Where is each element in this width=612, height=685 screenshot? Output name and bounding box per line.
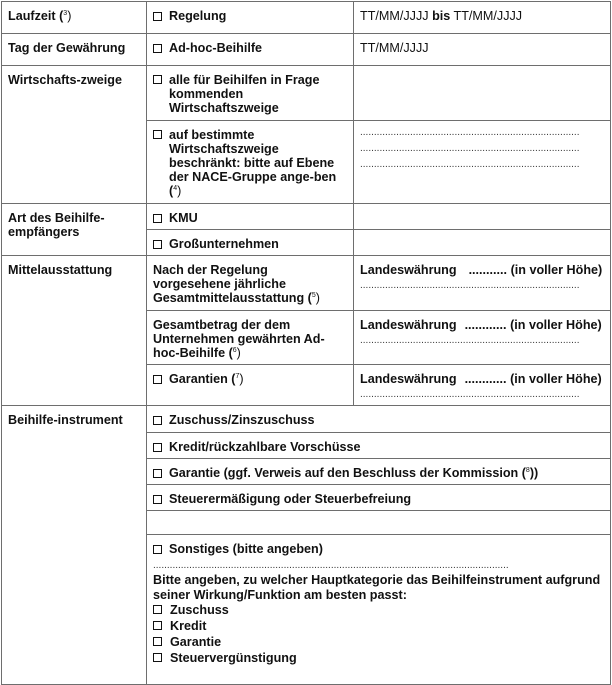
checkbox-zuschuss-zinszuschuss[interactable] [153, 416, 162, 425]
dotted-line[interactable]: ............................................................................... [360, 126, 580, 138]
option-steuerermaessigung[interactable]: Steuerermäßigung oder Steuerbefreiung [147, 485, 611, 511]
checkbox-bestimmte-wirtschaftszweige[interactable] [153, 130, 162, 139]
mittel-item-adhoc: Gesamtbetrag der dem Unternehmen gewährten Ad-hoc-Beihilfe ($^6$) [147, 310, 354, 365]
amount-garantien[interactable]: Landeswährung ............ (in voller Höhe) ............................................................................... [354, 365, 611, 406]
option-kredit-vorschuesse[interactable]: Kredit/rückzahlbare Vorschüsse [147, 432, 611, 458]
footnote-7: 7 [235, 373, 240, 381]
option-alle-wirtschaftszweige[interactable]: alle für Beihilfen in Frage kommenden Wirtschaftszweige [147, 66, 354, 121]
row-mittel-regelung [2, 256, 611, 311]
footnote-3: 3 [63, 10, 68, 17]
date-gewaehrung[interactable]: TT/MM/JJJJ [354, 34, 611, 66]
amount-adhoc[interactable]: Landeswährung ............ (in voller Höhe) ............................................................................... [354, 310, 611, 365]
checkbox-kategorie-garantie[interactable] [153, 637, 162, 646]
checkbox-alle-wirtschaftszweige[interactable] [153, 75, 162, 84]
amount-field[interactable]: ............ [464, 317, 507, 332]
label-laufzeit: Laufzeit ($^3$) [2, 2, 147, 34]
kategorie-kredit[interactable]: Kredit [153, 618, 604, 634]
dotted-line[interactable]: ............................................................................... [360, 389, 580, 401]
checkbox-adhoc[interactable] [153, 44, 162, 53]
option-sonstiges[interactable]: Sonstiges (bitte angeben) [153, 542, 604, 556]
option-kmu[interactable]: KMU [147, 203, 354, 229]
checkbox-kredit-vorschuesse[interactable] [153, 443, 162, 452]
date-to[interactable]: TT/MM/JJJJ [453, 9, 523, 23]
checkbox-kategorie-kredit[interactable] [153, 621, 162, 630]
row-laufzeit [2, 2, 611, 34]
footnote-4: 4 [173, 185, 178, 193]
footnote-6: 6 [232, 347, 237, 355]
kategorie-garantie[interactable]: Garantie [153, 634, 604, 650]
label-empfaenger: Art des Beihilfe-empfängers [2, 203, 147, 255]
mittel-item-jaehrlich: Nach der Regelung vorgesehene jährliche Gesamtmittelausstattung ($^5$) [147, 256, 354, 311]
label-beihilfeinstrument: Beihilfe-instrument [2, 406, 147, 685]
empty-cell [354, 66, 611, 121]
checkbox-regelung[interactable] [153, 12, 162, 21]
label-tag-der-gewaehrung: Tag der Gewährung [2, 34, 147, 66]
dotted-line[interactable]: ............................................................................... [360, 334, 580, 346]
amount-jaehrlich[interactable]: Landeswährung ........... (in voller Höhe) ............................................................................... [354, 256, 611, 311]
label-wirtschaftszweige: Wirtschafts-zweige [2, 66, 147, 204]
option-zuschuss-zinszuschuss[interactable]: Zuschuss/Zinszuschuss [147, 406, 611, 432]
option-regelung[interactable]: Regelung [147, 2, 354, 34]
nace-input[interactable] [354, 120, 611, 203]
checkbox-garantien[interactable] [153, 375, 162, 384]
dotted-line[interactable]: ............................................................................... [360, 142, 580, 154]
kategorie-zuschuss[interactable]: Zuschuss [153, 602, 604, 618]
checkbox-kmu[interactable] [153, 214, 162, 223]
dotted-line[interactable]: ............................................................................... [360, 158, 580, 170]
option-adhoc[interactable]: Ad-hoc-Beihilfe [147, 34, 354, 66]
footnote-5: 5 [311, 292, 316, 300]
option-grossunternehmen[interactable]: Großunternehmen [147, 229, 354, 255]
label-mittelausstattung: Mittelausstattung [2, 256, 147, 406]
sonstiges-dotted-line[interactable]: ................................................................................................................................ [153, 560, 509, 572]
option-garantie[interactable]: Garantie (ggf. Verweis auf den Beschluss der Kommission ($^8$)) [147, 458, 611, 484]
footnote-8: 8 [525, 466, 530, 474]
amount-field[interactable]: ........... [468, 263, 508, 278]
laufzeit-dates[interactable] [354, 2, 611, 34]
option-garantien[interactable]: Garantien ($^7$) [147, 365, 354, 406]
empty-cell [147, 511, 611, 535]
hauptkategorie-prompt: Bitte angeben, zu welcher Hauptkategorie das Beihilfeinstrument aufgrund seiner Wirkung/Funktion am besten passt: [153, 573, 601, 602]
empty-cell [354, 229, 611, 255]
option-bestimmte-wirtschaftszweige[interactable]: auf bestimmte Wirtschaftszweige beschränkt: bitte auf Ebene der NACE-Gruppe ange-ben ($^4$) [147, 120, 354, 203]
sonstiges-cell [147, 535, 611, 685]
amount-field[interactable]: ............ [464, 372, 507, 387]
row-instrument-zuschuss [2, 406, 611, 432]
checkbox-garantie[interactable] [153, 469, 162, 478]
dotted-line[interactable]: ............................................................................... [360, 280, 580, 292]
aid-form-table [1, 1, 611, 685]
row-wirtschaftszweige-all [2, 66, 611, 121]
date-from[interactable]: TT/MM/JJJJ [360, 9, 429, 23]
checkbox-steuerermaessigung[interactable] [153, 495, 162, 504]
empty-cell [354, 203, 611, 229]
checkbox-grossunternehmen[interactable] [153, 240, 162, 249]
bis-label: bis [432, 9, 451, 23]
row-tag-der-gewaehrung [2, 34, 611, 66]
checkbox-kategorie-zuschuss[interactable] [153, 605, 162, 614]
checkbox-kategorie-steuerverguenstigung[interactable] [153, 653, 162, 662]
checkbox-sonstiges[interactable] [153, 545, 162, 554]
row-empfaenger-kmu [2, 203, 611, 229]
kategorie-steuerverguenstigung[interactable]: Steuervergünstigung [153, 650, 604, 666]
